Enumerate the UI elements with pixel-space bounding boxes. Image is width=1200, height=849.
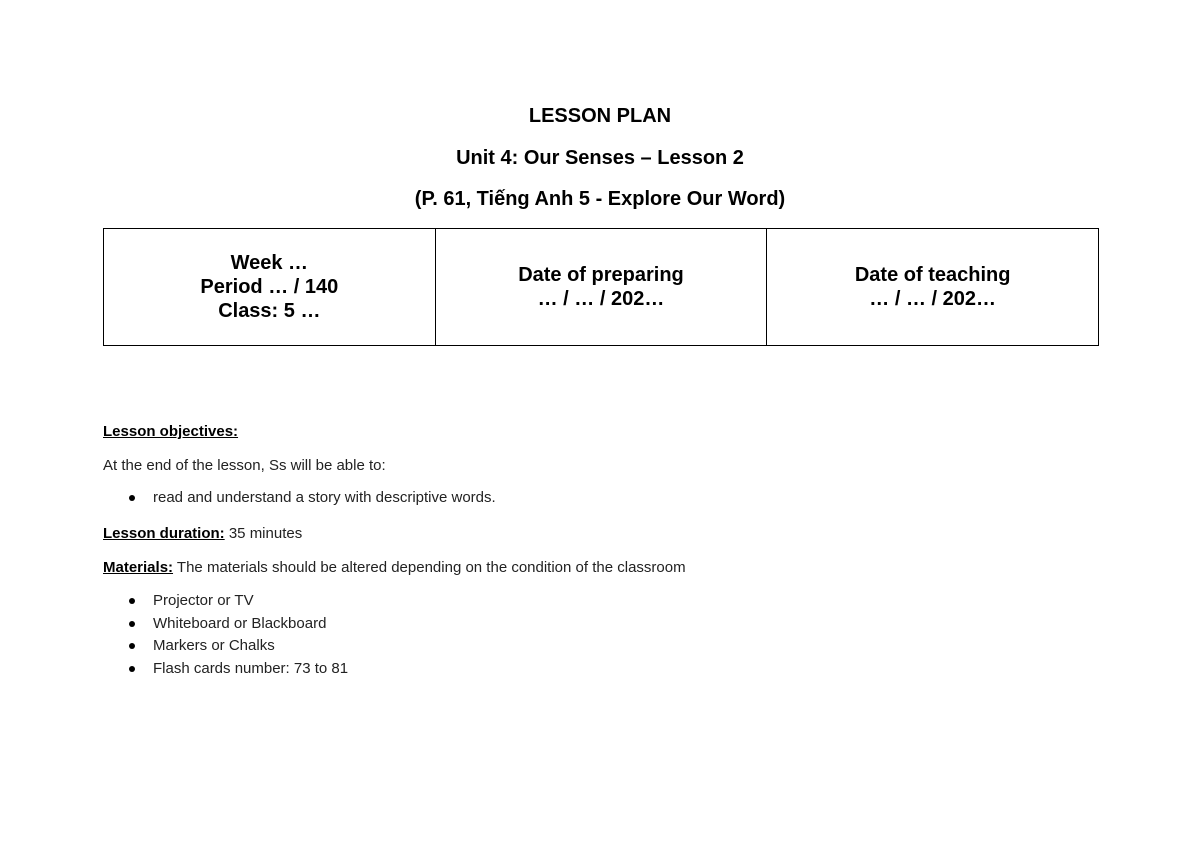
date-teaching-value: … / … / 202… (869, 288, 997, 310)
duration-label: Lesson duration: (103, 525, 225, 542)
class-label: Class: 5 … (218, 300, 321, 322)
objectives-label: Lesson objectives: (103, 423, 239, 440)
list-item: Whiteboard or Blackboard (103, 613, 348, 636)
materials-line (103, 559, 686, 577)
date-preparing-label: Date of preparing (518, 264, 684, 286)
list-item: read and understand a story with descriptive words. (103, 487, 496, 510)
week-label: Week … (230, 252, 309, 274)
week-period-class-cell (104, 229, 436, 346)
date-preparing-cell (435, 229, 767, 346)
list-item: Projector or TV (103, 590, 348, 613)
objectives-list (103, 487, 496, 510)
date-teaching-cell (767, 229, 1099, 346)
objectives-heading (103, 423, 238, 441)
list-item: Flash cards number: 73 to 81 (103, 658, 348, 681)
duration-line (103, 525, 302, 543)
lesson-info-table (103, 228, 1099, 346)
list-item: Markers or Chalks (103, 635, 348, 658)
objectives-intro: At the end of the lesson, Ss will be able to: (103, 457, 386, 474)
date-preparing-value: … / … / 202… (537, 288, 665, 310)
materials-list (103, 590, 348, 680)
date-teaching-label: Date of teaching (854, 264, 1011, 286)
source-reference: (P. 61, Tiếng Anh 5 - Explore Our Word) (414, 188, 786, 210)
unit-title: Unit 4: Our Senses – Lesson 2 (456, 147, 744, 169)
page-title: LESSON PLAN (528, 105, 672, 127)
materials-note: The materials should be altered depending on the condition of the classroom (173, 559, 686, 576)
period-label: Period … / 140 (200, 276, 339, 298)
duration-value: 35 minutes (224, 525, 303, 542)
materials-label: Materials: (103, 559, 174, 576)
